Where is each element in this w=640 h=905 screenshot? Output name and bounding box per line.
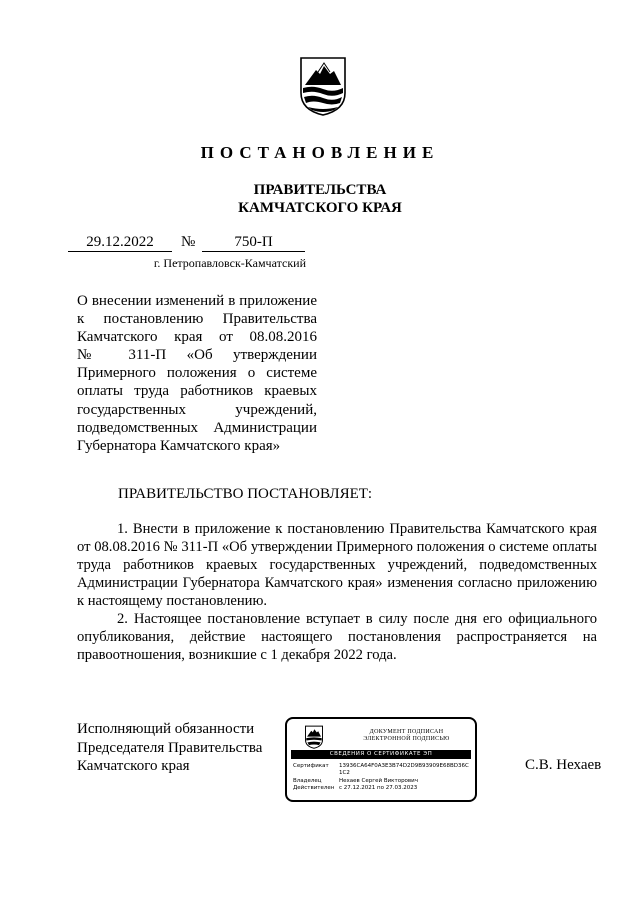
stamp-certificate-bar: СВЕДЕНИЯ О СЕРТИФИКАТЕ ЭП — [291, 750, 471, 759]
certificate-value: 13936CA64F0A3E3B74D2D9B93909E68BD36C1C2 — [339, 763, 469, 776]
signer-title-line-3: Камчатского края — [77, 758, 190, 774]
resolves-heading: ПРАВИТЕЛЬСТВО ПОСТАНОВЛЯЕТ: — [118, 486, 373, 502]
stamp-heading — [339, 729, 474, 743]
signer-title-line-2: Председателя Правительства — [77, 739, 263, 756]
resolution-paragraph-1: 1. Внести в приложение к постановлению Правительства Камчатского края от 08.08.2016 № 311-П «Об утверждении Примерного положения о системе оплаты труда работников краевых государственных учреждений, подведомственных Администрации Губернатора Камчатского края» изменения согласно приложению к настоящему постановлению. — [77, 521, 597, 609]
subject-line: Примерного положения о системе — [77, 365, 317, 382]
document-date: 29.12.2022 — [68, 233, 172, 252]
subject-line: к постановлению Правительства — [77, 311, 317, 328]
resolution-paragraph-2: 2. Настоящее постановление вступает в силу после дня его официального опубликования, действие настоящего постановления распространяется на правоотношения, возникшие с 1 декабря 2022 года. — [77, 611, 597, 663]
number-sign: № — [181, 234, 196, 250]
owner-value: Нехаев Сергей Викторович — [339, 778, 418, 784]
owner-label: Владелец — [293, 778, 322, 784]
subject-line: Губернатора Камчатского края» — [77, 437, 281, 454]
authority-line-2: КАМЧАТСКОГО КРАЯ — [238, 200, 402, 216]
issuing-authority — [0, 181, 640, 217]
subject-line: Камчатского края от 08.08.2016 — [77, 329, 317, 346]
document-type: ПОСТАНОВЛЕНИЕ — [200, 143, 440, 162]
document-number: 750-П — [202, 233, 305, 252]
resolution-body — [77, 520, 597, 664]
authority-line-1: ПРАВИТЕЛЬСТВА — [253, 182, 387, 198]
validity-label: Действителен — [293, 785, 335, 791]
issuing-city: г. Петропавловск-Камчатский — [153, 256, 306, 270]
signer-title-line-1: Исполняющий обязанности — [77, 721, 255, 737]
subject-line: О внесении изменений в приложение — [77, 293, 317, 309]
subject-line: № 311-П «Об утверждении — [77, 347, 317, 364]
coat-of-arms-icon — [298, 55, 348, 117]
electronic-signature-stamp — [285, 717, 477, 802]
signer-name: С.В. Нехаев — [525, 757, 602, 773]
stamp-heading-line-1: ДОКУМЕНТ ПОДПИСАН — [369, 729, 444, 735]
validity-value: с 27.12.2021 по 27.03.2023 — [339, 785, 418, 791]
subject-line: государственных учреждений, — [77, 401, 317, 418]
subject-line: подведомственных Администрации — [77, 419, 317, 436]
stamp-heading-line-2: ЭЛЕКТРОННОЙ ПОДПИСЬЮ — [363, 736, 450, 742]
subject-line: оплаты труда работников краевых — [77, 383, 317, 400]
signer-title — [77, 720, 262, 776]
certificate-label: Сертификат — [293, 763, 329, 769]
document-subject — [77, 292, 317, 455]
stamp-coat-of-arms-icon — [304, 725, 324, 749]
